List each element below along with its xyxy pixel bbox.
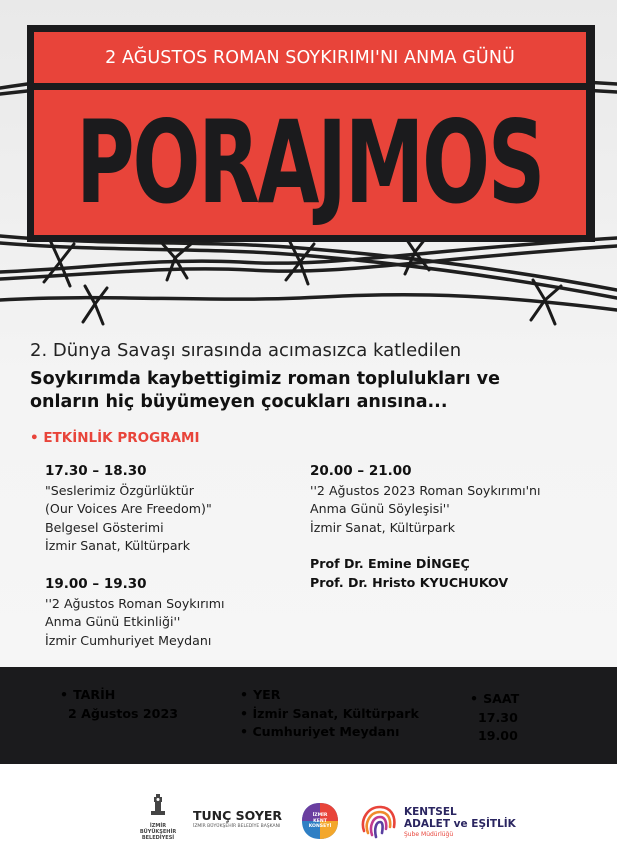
place-value: • Cumhuriyet Meydanı	[240, 723, 419, 742]
event-block	[310, 462, 541, 537]
event-block	[45, 462, 212, 556]
izmir-municipality-logo	[128, 792, 188, 841]
clock-tower-icon	[144, 792, 172, 818]
izmir-logo-line: İZMİR	[149, 823, 167, 829]
event-line: ''2 Ağustos Roman Soykırımı	[45, 595, 225, 611]
date-label: • TARİH	[60, 686, 178, 705]
event-line: İzmir Sanat, Kültürpark	[45, 538, 191, 553]
event-subtitle: 2 AĞUSTOS ROMAN SOYKIRIMI'NI ANMA GÜNÜ	[34, 32, 586, 83]
adalet-subtitle: Şube Müdürlüğü	[404, 831, 454, 838]
event-time: 20.00 – 21.00	[310, 463, 412, 479]
intro-line: 2. Dünya Savaşı sırasında acımasızca katledilen	[30, 340, 462, 361]
event-line: ''2 Ağustos 2023 Roman Soykırımı'nı	[310, 482, 541, 498]
place-label: • YER	[240, 686, 419, 705]
mayor-name: TUNÇ SOYER	[193, 808, 283, 823]
event-line: İzmir Sanat, Kültürpark	[310, 519, 456, 535]
mayor-signature	[193, 808, 282, 829]
intro-dedication	[30, 368, 500, 414]
time-info	[470, 690, 519, 746]
intro-dedication-line: Soykırımda kaybettigimiz roman toplulukları ve	[30, 369, 500, 389]
kent-logo-line: İZMİR	[312, 813, 328, 818]
intro-dedication-line: onların hiç büyümeyen çocukları anısına...	[30, 392, 448, 412]
kent-logo-text	[300, 813, 340, 830]
fingerprint-icon	[356, 801, 400, 841]
program-heading: • ETKİNLİK PROGRAMI	[30, 430, 200, 446]
time-label: • SAAT	[470, 690, 519, 709]
speaker-name: Prof. Dr. Hristo KYUCHUKOV	[310, 574, 509, 590]
main-title: PORAJMOS	[76, 95, 544, 229]
event-line: Anma Günü Söyleşisi''	[310, 501, 450, 516]
izmir-logo-line: BÜYÜKŞEHİR	[139, 829, 177, 835]
izmir-logo-line: BELEDİYESİ	[141, 835, 175, 841]
event-line: Anma Günü Etkinliği''	[45, 614, 181, 629]
time-value: 19.00	[478, 728, 518, 743]
adalet-line: ADALET ve EŞİTLİK	[404, 818, 516, 830]
place-value: • İzmir Sanat, Kültürpark	[240, 705, 419, 724]
kent-logo-line: KONSEYİ	[308, 824, 332, 829]
kent-konseyi-logo	[300, 801, 340, 841]
time-value: 17.30	[478, 709, 518, 725]
event-time: 19.00 – 19.30	[45, 576, 147, 592]
mayor-title: İZMİR BÜYÜKŞEHİR BELEDİYE BAŞKANI	[193, 824, 281, 829]
event-time: 17.30 – 18.30	[45, 463, 147, 479]
event-line: (Our Voices Are Freedom)"	[45, 501, 212, 516]
event-block	[45, 575, 225, 650]
date-value: 2 Ağustos 2023	[68, 705, 178, 721]
adalet-title	[404, 806, 516, 830]
date-info	[60, 686, 178, 723]
speaker-name: Prof Dr. Emine DİNGEÇ	[310, 556, 470, 571]
place-info	[240, 686, 419, 742]
title-banner	[34, 90, 586, 235]
event-line: İzmir Cumhuriyet Meydanı	[45, 632, 212, 648]
adalet-logo	[356, 801, 400, 841]
kent-logo-line: KENT	[313, 818, 327, 824]
event-line: "Seslerimiz Özgürlüktür	[45, 482, 194, 498]
adalet-line: KENTSEL	[404, 806, 457, 818]
speakers-list	[310, 555, 508, 592]
event-line: Belgesel Gösterimi	[45, 519, 164, 535]
